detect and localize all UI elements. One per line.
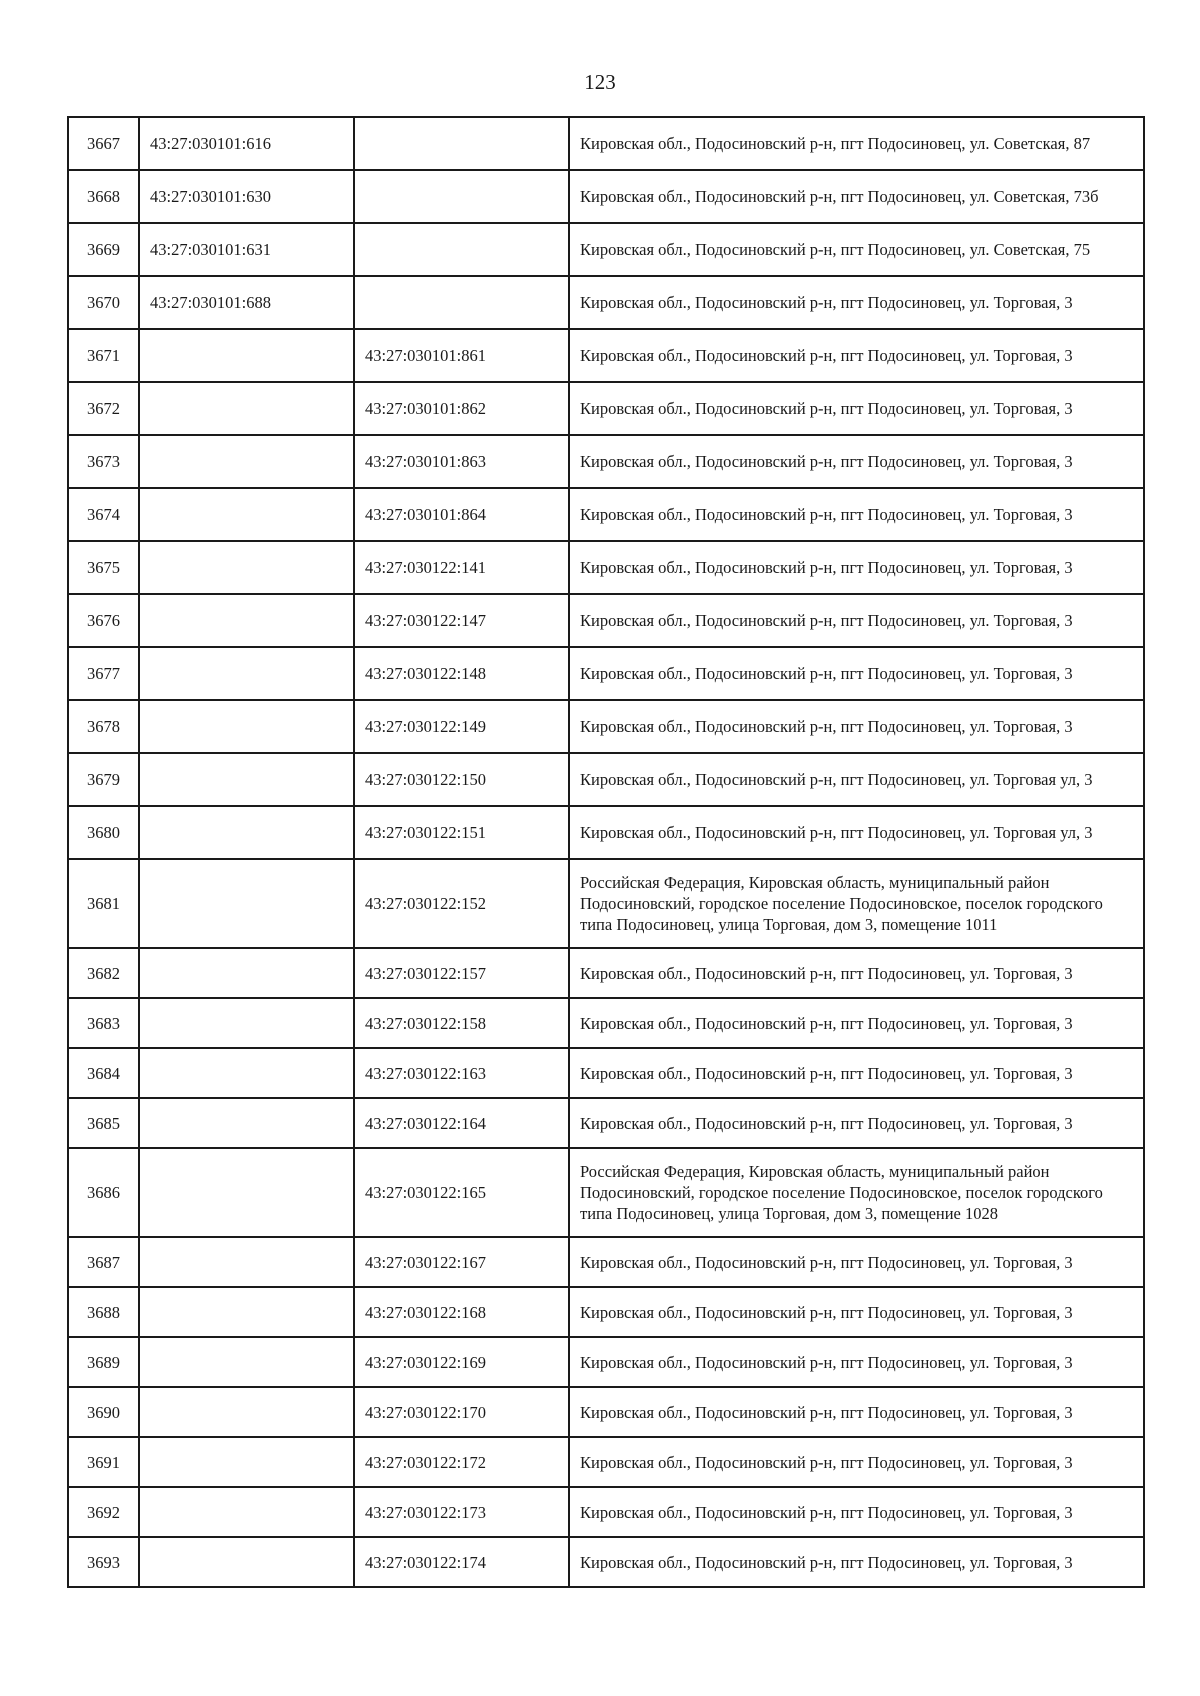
address-cell: Кировская обл., Подосиновский р-н, пгт Подосиновец, ул. Торговая, 3 (569, 647, 1144, 700)
row-number-cell: 3680 (68, 806, 139, 859)
row-number-cell: 3677 (68, 647, 139, 700)
row-number-cell: 3690 (68, 1387, 139, 1437)
table-row (68, 435, 1144, 488)
cadastral-number-a-cell (139, 1537, 354, 1587)
cadastral-number-a-cell (139, 488, 354, 541)
cadastral-number-b-cell: 43:27:030122:157 (354, 948, 569, 998)
table-row (68, 1387, 1144, 1437)
row-number-cell: 3679 (68, 753, 139, 806)
address-cell: Российская Федерация, Кировская область, муниципальный район Подосиновский, городское поселение Подосиновское, поселок городского типа Подосиновец, улица Торговая, дом 3, помещение 1028 (569, 1148, 1144, 1237)
table-row (68, 753, 1144, 806)
cadastral-number-a-cell: 43:27:030101:631 (139, 223, 354, 276)
table-row (68, 329, 1144, 382)
table-row (68, 276, 1144, 329)
address-cell: Кировская обл., Подосиновский р-н, пгт Подосиновец, ул. Торговая, 3 (569, 541, 1144, 594)
row-number-cell: 3671 (68, 329, 139, 382)
row-number-cell: 3681 (68, 859, 139, 948)
table-row (68, 594, 1144, 647)
table-row (68, 700, 1144, 753)
cadastral-number-b-cell: 43:27:030122:164 (354, 1098, 569, 1148)
address-cell: Кировская обл., Подосиновский р-н, пгт Подосиновец, ул. Торговая, 3 (569, 488, 1144, 541)
row-number-cell: 3678 (68, 700, 139, 753)
address-cell: Кировская обл., Подосиновский р-н, пгт Подосиновец, ул. Торговая ул, 3 (569, 753, 1144, 806)
cadastral-number-b-cell (354, 223, 569, 276)
cadastral-number-b-cell: 43:27:030122:150 (354, 753, 569, 806)
cadastral-number-a-cell (139, 1487, 354, 1537)
address-cell: Кировская обл., Подосиновский р-н, пгт Подосиновец, ул. Торговая, 3 (569, 329, 1144, 382)
cadastral-number-a-cell (139, 859, 354, 948)
table-row (68, 1437, 1144, 1487)
row-number-cell: 3692 (68, 1487, 139, 1537)
table-row (68, 1237, 1144, 1287)
cadastral-number-a-cell (139, 594, 354, 647)
table-row (68, 1337, 1144, 1387)
registry-table-body (68, 117, 1144, 1587)
row-number-cell: 3683 (68, 998, 139, 1048)
table-row (68, 647, 1144, 700)
address-cell: Кировская обл., Подосиновский р-н, пгт Подосиновец, ул. Торговая, 3 (569, 1387, 1144, 1437)
cadastral-number-a-cell (139, 541, 354, 594)
row-number-cell: 3688 (68, 1287, 139, 1337)
address-cell: Кировская обл., Подосиновский р-н, пгт Подосиновец, ул. Торговая, 3 (569, 594, 1144, 647)
table-row (68, 541, 1144, 594)
cadastral-number-a-cell (139, 806, 354, 859)
table-row (68, 1537, 1144, 1587)
address-cell: Кировская обл., Подосиновский р-н, пгт Подосиновец, ул. Советская, 75 (569, 223, 1144, 276)
table-row (68, 998, 1144, 1048)
row-number-cell: 3669 (68, 223, 139, 276)
table-row (68, 806, 1144, 859)
cadastral-number-b-cell: 43:27:030122:158 (354, 998, 569, 1048)
address-cell: Российская Федерация, Кировская область, муниципальный район Подосиновский, городское поселение Подосиновское, поселок городского типа Подосиновец, улица Торговая, дом 3, помещение 1011 (569, 859, 1144, 948)
page-number: 123 (584, 70, 616, 94)
cadastral-number-a-cell (139, 1237, 354, 1287)
cadastral-number-a-cell (139, 1437, 354, 1487)
cadastral-number-a-cell (139, 700, 354, 753)
table-row (68, 1048, 1144, 1098)
row-number-cell: 3670 (68, 276, 139, 329)
cadastral-number-a-cell (139, 435, 354, 488)
row-number-cell: 3684 (68, 1048, 139, 1098)
address-cell: Кировская обл., Подосиновский р-н, пгт Подосиновец, ул. Торговая, 3 (569, 1048, 1144, 1098)
cadastral-number-b-cell: 43:27:030122:151 (354, 806, 569, 859)
row-number-cell: 3672 (68, 382, 139, 435)
address-cell: Кировская обл., Подосиновский р-н, пгт Подосиновец, ул. Торговая, 3 (569, 382, 1144, 435)
cadastral-number-b-cell: 43:27:030101:863 (354, 435, 569, 488)
cadastral-number-b-cell (354, 170, 569, 223)
table-row (68, 859, 1144, 948)
cadastral-number-b-cell (354, 117, 569, 170)
cadastral-number-b-cell: 43:27:030122:141 (354, 541, 569, 594)
cadastral-number-a-cell (139, 647, 354, 700)
cadastral-number-b-cell: 43:27:030122:169 (354, 1337, 569, 1387)
row-number-cell: 3691 (68, 1437, 139, 1487)
table-row (68, 1098, 1144, 1148)
row-number-cell: 3693 (68, 1537, 139, 1587)
table-row (68, 488, 1144, 541)
cadastral-number-a-cell (139, 1387, 354, 1437)
cadastral-number-b-cell: 43:27:030101:861 (354, 329, 569, 382)
cadastral-number-a-cell: 43:27:030101:630 (139, 170, 354, 223)
address-cell: Кировская обл., Подосиновский р-н, пгт Подосиновец, ул. Торговая, 3 (569, 700, 1144, 753)
cadastral-number-b-cell: 43:27:030122:152 (354, 859, 569, 948)
cadastral-number-a-cell (139, 1098, 354, 1148)
cadastral-number-b-cell: 43:27:030122:149 (354, 700, 569, 753)
row-number-cell: 3689 (68, 1337, 139, 1387)
cadastral-number-b-cell: 43:27:030122:174 (354, 1537, 569, 1587)
address-cell: Кировская обл., Подосиновский р-н, пгт Подосиновец, ул. Торговая, 3 (569, 276, 1144, 329)
row-number-cell: 3676 (68, 594, 139, 647)
cadastral-number-b-cell: 43:27:030101:864 (354, 488, 569, 541)
table-row (68, 1287, 1144, 1337)
cadastral-number-a-cell (139, 382, 354, 435)
cadastral-number-a-cell (139, 1287, 354, 1337)
cadastral-number-b-cell: 43:27:030122:163 (354, 1048, 569, 1098)
address-cell: Кировская обл., Подосиновский р-н, пгт Подосиновец, ул. Торговая, 3 (569, 1098, 1144, 1148)
cadastral-number-b-cell: 43:27:030122:147 (354, 594, 569, 647)
address-cell: Кировская обл., Подосиновский р-н, пгт Подосиновец, ул. Торговая, 3 (569, 1437, 1144, 1487)
address-cell: Кировская обл., Подосиновский р-н, пгт Подосиновец, ул. Советская, 87 (569, 117, 1144, 170)
address-cell: Кировская обл., Подосиновский р-н, пгт Подосиновец, ул. Торговая ул, 3 (569, 806, 1144, 859)
table-row (68, 382, 1144, 435)
row-number-cell: 3674 (68, 488, 139, 541)
cadastral-number-b-cell (354, 276, 569, 329)
table-row (68, 948, 1144, 998)
address-cell: Кировская обл., Подосиновский р-н, пгт Подосиновец, ул. Торговая, 3 (569, 435, 1144, 488)
cadastral-number-a-cell: 43:27:030101:616 (139, 117, 354, 170)
cadastral-number-a-cell (139, 329, 354, 382)
address-cell: Кировская обл., Подосиновский р-н, пгт Подосиновец, ул. Торговая, 3 (569, 1287, 1144, 1337)
row-number-cell: 3687 (68, 1237, 139, 1287)
table-row (68, 117, 1144, 170)
table-row (68, 223, 1144, 276)
table-row (68, 1148, 1144, 1237)
cadastral-number-a-cell (139, 998, 354, 1048)
cadastral-number-b-cell: 43:27:030122:172 (354, 1437, 569, 1487)
cadastral-number-a-cell (139, 1048, 354, 1098)
cadastral-number-b-cell: 43:27:030122:148 (354, 647, 569, 700)
cadastral-number-b-cell: 43:27:030101:862 (354, 382, 569, 435)
cadastral-number-a-cell: 43:27:030101:688 (139, 276, 354, 329)
row-number-cell: 3686 (68, 1148, 139, 1237)
cadastral-number-b-cell: 43:27:030122:165 (354, 1148, 569, 1237)
row-number-cell: 3682 (68, 948, 139, 998)
registry-table (67, 116, 1145, 1588)
cadastral-number-a-cell (139, 1148, 354, 1237)
address-cell: Кировская обл., Подосиновский р-н, пгт Подосиновец, ул. Торговая, 3 (569, 1237, 1144, 1287)
cadastral-number-a-cell (139, 1337, 354, 1387)
address-cell: Кировская обл., Подосиновский р-н, пгт Подосиновец, ул. Торговая, 3 (569, 998, 1144, 1048)
address-cell: Кировская обл., Подосиновский р-н, пгт Подосиновец, ул. Торговая, 3 (569, 1337, 1144, 1387)
address-cell: Кировская обл., Подосиновский р-н, пгт Подосиновец, ул. Торговая, 3 (569, 1537, 1144, 1587)
cadastral-number-b-cell: 43:27:030122:167 (354, 1237, 569, 1287)
table-row (68, 1487, 1144, 1537)
address-cell: Кировская обл., Подосиновский р-н, пгт Подосиновец, ул. Торговая, 3 (569, 948, 1144, 998)
row-number-cell: 3668 (68, 170, 139, 223)
cadastral-number-b-cell: 43:27:030122:173 (354, 1487, 569, 1537)
cadastral-number-b-cell: 43:27:030122:170 (354, 1387, 569, 1437)
row-number-cell: 3675 (68, 541, 139, 594)
cadastral-number-a-cell (139, 948, 354, 998)
row-number-cell: 3685 (68, 1098, 139, 1148)
address-cell: Кировская обл., Подосиновский р-н, пгт Подосиновец, ул. Торговая, 3 (569, 1487, 1144, 1537)
address-cell: Кировская обл., Подосиновский р-н, пгт Подосиновец, ул. Советская, 73б (569, 170, 1144, 223)
row-number-cell: 3667 (68, 117, 139, 170)
cadastral-number-a-cell (139, 753, 354, 806)
row-number-cell: 3673 (68, 435, 139, 488)
table-row (68, 170, 1144, 223)
cadastral-number-b-cell: 43:27:030122:168 (354, 1287, 569, 1337)
